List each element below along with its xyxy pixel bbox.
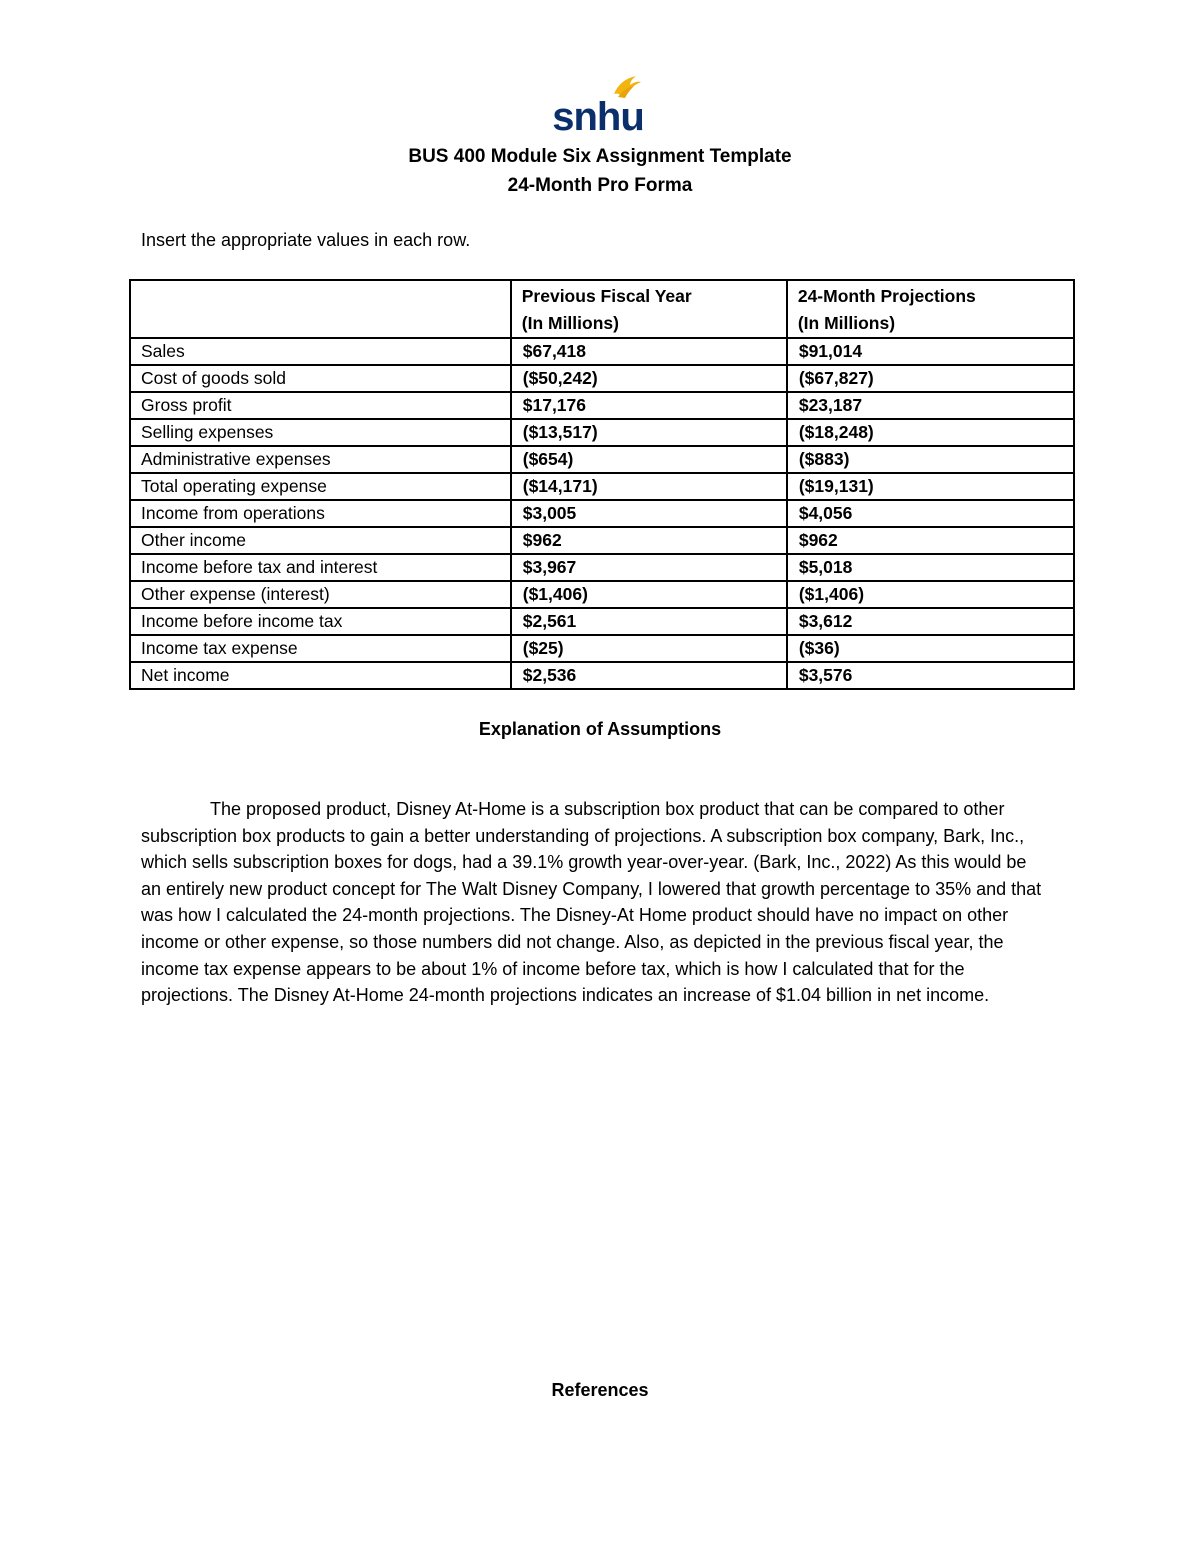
row-label: Other income	[130, 527, 511, 554]
row-previous-value: ($13,517)	[511, 419, 787, 446]
row-projection-value: $3,576	[787, 662, 1074, 689]
header-projection-units: (In Millions)	[797, 313, 896, 333]
row-label: Net income	[130, 662, 511, 689]
row-label: Sales	[130, 338, 511, 365]
row-previous-value: ($14,171)	[511, 473, 787, 500]
row-projection-value: ($19,131)	[787, 473, 1074, 500]
table-row	[130, 419, 1074, 446]
table-row	[130, 608, 1074, 635]
header-previous-label: Previous Fiscal Year	[521, 286, 692, 306]
row-projection-value: ($1,406)	[787, 581, 1074, 608]
row-projection-value: ($18,248)	[787, 419, 1074, 446]
table-header-row	[130, 280, 1074, 338]
row-projection-value: $3,612	[787, 608, 1074, 635]
document-subtitle: 24-Month Pro Forma	[507, 175, 693, 196]
row-previous-value: ($25)	[511, 635, 787, 662]
row-label: Total operating expense	[130, 473, 511, 500]
assumptions-heading: Explanation of Assumptions	[478, 719, 722, 739]
row-label: Administrative expenses	[130, 446, 511, 473]
row-previous-value: $67,418	[511, 338, 787, 365]
row-projection-value: $23,187	[787, 392, 1074, 419]
row-label: Cost of goods sold	[130, 365, 511, 392]
table-row	[130, 473, 1074, 500]
table-row	[130, 635, 1074, 662]
row-label: Gross profit	[130, 392, 511, 419]
row-label: Income before income tax	[130, 608, 511, 635]
row-projection-value: $4,056	[787, 500, 1074, 527]
row-previous-value: $3,967	[511, 554, 787, 581]
row-label: Income tax expense	[130, 635, 511, 662]
row-previous-value: $2,536	[511, 662, 787, 689]
table-row	[130, 527, 1074, 554]
row-label: Selling expenses	[130, 419, 511, 446]
header-previous-units: (In Millions)	[521, 313, 619, 333]
row-label: Income from operations	[130, 500, 511, 527]
table-header-previous	[511, 280, 787, 338]
row-previous-value: $962	[511, 527, 787, 554]
table-row	[130, 581, 1074, 608]
table-row	[130, 500, 1074, 527]
row-projection-value: $91,014	[787, 338, 1074, 365]
table-row	[130, 554, 1074, 581]
document-title: BUS 400 Module Six Assignment Template	[408, 146, 792, 167]
table-row	[130, 365, 1074, 392]
snhu-logo	[548, 70, 648, 134]
row-projection-value: ($883)	[787, 446, 1074, 473]
snhu-wordmark: snhu	[552, 95, 644, 134]
flame-icon	[548, 70, 648, 134]
header-projection-label: 24-Month Projections	[797, 286, 976, 306]
row-label: Income before tax and interest	[130, 554, 511, 581]
table-row	[130, 662, 1074, 689]
pro-forma-table	[129, 279, 1075, 690]
table-header-projection	[787, 280, 1074, 338]
row-previous-value: $3,005	[511, 500, 787, 527]
references-heading: References	[551, 1380, 649, 1400]
row-projection-value: ($67,827)	[787, 365, 1074, 392]
table-row	[130, 392, 1074, 419]
table-header-blank	[130, 280, 511, 338]
table-row	[130, 446, 1074, 473]
row-previous-value: ($50,242)	[511, 365, 787, 392]
row-projection-value: $962	[787, 527, 1074, 554]
instructions-text: Insert the appropriate values in each row.	[141, 230, 471, 250]
row-projection-value: ($36)	[787, 635, 1074, 662]
document-title-block	[0, 142, 1200, 200]
table-row	[130, 338, 1074, 365]
table-body	[130, 338, 1074, 689]
assumptions-paragraph: The proposed product, Disney At-Home is a subscription box product that can be compared to other subscription box products to gain a better understanding of projections. A subscription box company, Bark, Inc., which sells subscription boxes for dogs, had a 39.1% growth year-over-year. (Bark, Inc., 2022) As this would be an entirely new product concept for The Walt Disney Company, I lowered that growth percentage to 35% and that was how I calculated the 24-month projections. The Disney-At Home product should have no impact on other income or other expense, so those numbers did not change. Also, as depicted in the previous fiscal year, the income tax expense appears to be about 1% of income before tax, which is how I calculated that for the projections. The Disney At-Home 24-month projections indicates an increase of $1.04 billion in net income.	[141, 799, 1042, 1006]
row-previous-value: $17,176	[511, 392, 787, 419]
row-label: Other expense (interest)	[130, 581, 511, 608]
row-previous-value: $2,561	[511, 608, 787, 635]
row-previous-value: ($1,406)	[511, 581, 787, 608]
row-previous-value: ($654)	[511, 446, 787, 473]
row-projection-value: $5,018	[787, 554, 1074, 581]
